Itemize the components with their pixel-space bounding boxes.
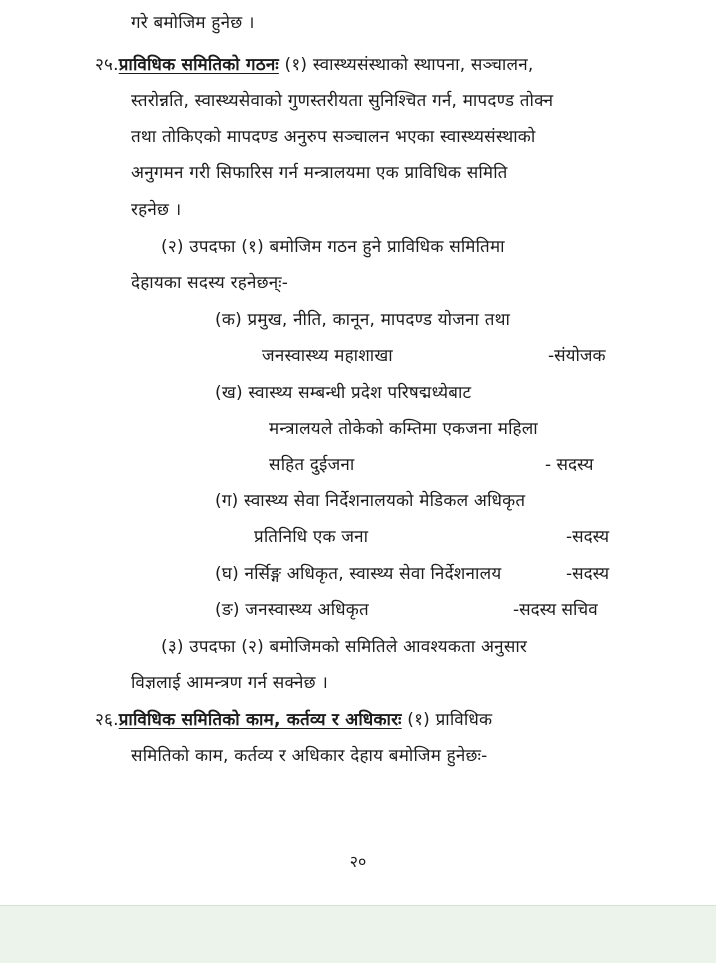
member-ga-role: -सदस्य: [566, 527, 610, 547]
member-ka-line: (क) प्रमुख, नीति, कानून, मापदण्ड योजना तथा: [215, 310, 511, 330]
member-kha-line: (ख) स्वास्थ्य सम्बन्धी प्रदेश परिषद्मध्येबाट: [215, 383, 472, 403]
subsection-3-line: (३) उपदफा (२) बमोजिमको समितिले आवश्यकता अनुसार: [161, 637, 528, 657]
text-line: रहनेछ ।: [131, 200, 182, 220]
text-line: तथा तोकिएको मापदण्ड अनुरुप सञ्चालन भएका स्वास्थ्यसंस्थाको: [131, 127, 536, 147]
section-26-number: २६.: [95, 710, 119, 730]
member-ka-line: जनस्वास्थ्य महाशाखा: [262, 346, 393, 366]
section-26-text: (१) प्राविधिक: [401, 710, 493, 730]
subsection-2-line: (२) उपदफा (१) बमोजिम गठन हुने प्राविधिक समितिमा: [161, 237, 505, 257]
section-25-title: प्राविधिक समितिको गठनः: [118, 55, 279, 75]
page-number: २०: [349, 852, 367, 871]
section-25-heading-line: [95, 52, 533, 78]
text-line: समितिको काम, कर्तव्य र अधिकार देहाय बमोजिम हुनेछः-: [131, 746, 488, 766]
member-gha-line: (घ) नर्सिङ्ग अधिकृत, स्वास्थ्य सेवा निर्देशनालय: [215, 564, 502, 584]
member-nga-line: (ङ) जनस्वास्थ्य अधिकृत: [215, 600, 369, 620]
member-kha-line: सहित दुईजना: [269, 455, 355, 475]
text-line: देहायका सदस्य रहनेछन्ः-: [131, 273, 289, 293]
member-kha-line: मन्त्रालयले तोकेको कम्तिमा एकजना महिला: [269, 419, 538, 439]
member-ga-line: (ग) स्वास्थ्य सेवा निर्देशनालयको मेडिकल अधिकृत: [215, 491, 526, 511]
viewer-footer-bar: [0, 905, 716, 963]
section-25-text: (१) स्वास्थ्यसंस्थाको स्थापना, सञ्चालन,: [278, 55, 534, 75]
text-line: गरे बमोजिम हुनेछ ।: [131, 13, 255, 33]
member-gha-role: -सदस्य: [566, 564, 610, 584]
member-ga-line: प्रतिनिधि एक जना: [254, 527, 369, 547]
member-ka-role: -संयोजक: [548, 346, 606, 366]
section-26-heading-line: [95, 707, 492, 733]
member-nga-role: -सदस्य सचिव: [513, 600, 598, 620]
text-line: स्तरोन्नति, स्वास्थ्यसेवाको गुणस्तरीयता सुनिश्चित गर्न, मापदण्ड तोक्न: [131, 91, 554, 111]
text-line: अनुगमन गरी सिफारिस गर्न मन्त्रालयमा एक प्राविधिक समिति: [131, 163, 508, 183]
section-25-number: २५.: [95, 55, 119, 75]
text-line: विज्ञलाई आमन्त्रण गर्न सक्नेछ ।: [131, 673, 328, 693]
member-kha-role: - सदस्य: [545, 455, 594, 475]
section-26-title: प्राविधिक समितिको काम, कर्तव्य र अधिकारः: [118, 710, 402, 730]
